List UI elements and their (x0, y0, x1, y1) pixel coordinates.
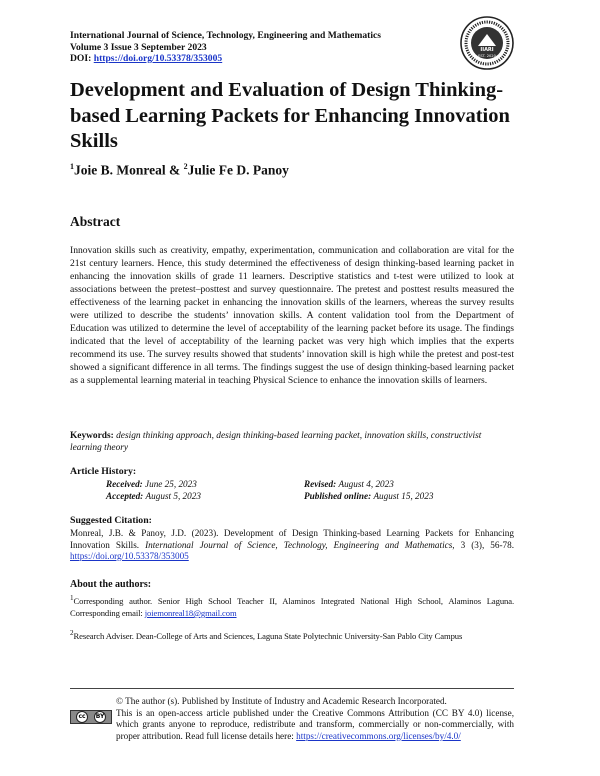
accepted-label: Accepted: (106, 491, 144, 501)
history-revised (304, 479, 394, 489)
copyright-line: © The author (s). Published by Institute of Industry and Academic Research Incorporated. (116, 696, 447, 706)
about-author1 (70, 592, 514, 619)
citation-text (70, 528, 514, 563)
abstract-heading: Abstract (70, 214, 121, 229)
history-accepted (106, 491, 201, 501)
revised-date: August 4, 2023 (338, 479, 394, 489)
abstract-text: Innovation skills such as creativity, empathy, experimentation, communication and collaboration are vital for the 21st century learners. Hence, this study determined the effectiveness of design thinking-based learning packet in enhancing the innovation skills of grade 11 learners. Descriptive statistics and t-test were utilized to look at associations between the pretest–posttest and survey questionnaire. The pretest and posttest results measured the effectiveness of the learning packet in enhancing the innovation skills of the learners, whereas the survey results were utilized to describe the students’ innovation skills. A content validation tool from the Department of Education was utilized to determine the level of acceptability of the learning packet before its usage. The findings indicated that the level of acceptability of the learning packet was very high which implies that the experts recommend its use. The survey results showed that students’ innovation skill is high while the pretest and post-test showed a significant difference in all terms. The findings suggest the use of design thinking-based learning packet as a supplemental learning material in teaching Physical Science to enhance the innovation skills of learners. (70, 245, 514, 386)
history-heading: Article History: (70, 466, 137, 477)
accepted-date: August 5, 2023 (145, 491, 201, 501)
seal-text: IIARI (480, 47, 494, 53)
keywords-text: design thinking approach, design thinking-based learning packet, innovation skills, constructivist learning theory (70, 431, 482, 453)
citation-heading: Suggested Citation: (70, 515, 152, 526)
about-author2 (70, 627, 514, 642)
author-line (70, 162, 289, 179)
license-body: This is an open-access article published under the Creative Commons Attribution (CC BY 4.0) license, which grants anyone to reproduce, redistribute and transform, commercially or non-commercially, with proper attribution. Read full license details here: (116, 707, 514, 741)
history-received (106, 479, 197, 489)
doi-link[interactable]: https://doi.org/10.53378/353005 (93, 53, 223, 64)
about-heading: About the authors: (70, 579, 152, 590)
history-published (304, 491, 433, 501)
author1: Joie B. Monreal & (74, 162, 184, 178)
license-link[interactable]: https://creativecommons.org/licenses/by/4.0/ (296, 730, 461, 741)
license-footer (116, 696, 514, 742)
by-icon: BY (94, 711, 106, 723)
doi-label: DOI: (70, 53, 92, 64)
received-date: June 25, 2023 (145, 479, 197, 489)
published-label: Published online: (304, 491, 372, 501)
published-date: August 15, 2023 (373, 491, 434, 501)
revised-label: Revised: (304, 479, 337, 489)
license-text (116, 708, 514, 743)
cc-by-license-icon (70, 710, 112, 724)
author1-sup: 1 (70, 162, 74, 171)
author2: Julie Fe D. Panoy (187, 162, 289, 178)
citation-tail: , 3 (3), 56-78. (452, 539, 514, 550)
journal-header (70, 30, 381, 65)
keywords (70, 431, 514, 454)
author2-sup: 2 (183, 162, 188, 171)
about-author2-text: Research Adviser. Dean-College of Arts and Sciences, Laguna State Polytechnic University-San Pablo City Campus (73, 630, 463, 641)
cc-icon: cc (76, 711, 88, 723)
about-author2-sup: 2 (70, 629, 74, 637)
paper-title: Development and Evaluation of Design Thinking-based Learning Packets for Enhancing Innovation Skills (70, 79, 510, 152)
journal-volume: Volume 3 Issue 3 September 2023 (70, 41, 207, 53)
footer-divider (70, 688, 514, 689)
seal-year: EST. 2020 (478, 54, 496, 58)
author-email-link[interactable]: joiemonreal18@gmail.com (144, 607, 237, 618)
journal-doi (70, 53, 381, 65)
citation-journal: International Journal of Science, Technology, Engineering and Mathematics (145, 539, 453, 550)
keywords-label: Keywords: (70, 431, 114, 441)
citation-doi-link[interactable]: https://doi.org/10.53378/353005 (70, 551, 189, 561)
received-label: Received: (106, 479, 143, 489)
about-author1-sup: 1 (70, 594, 74, 602)
journal-name: International Journal of Science, Technology, Engineering and Mathematics (70, 30, 382, 41)
journal-seal-icon (460, 16, 514, 70)
citation-body: Monreal, J.B. & Panoy, J.D. (2023). Development of Design Thinking-based Learning Packets for Enhancing Innovation Skills. (70, 528, 514, 550)
about-author1-text: Corresponding author. Senior High School Teacher II, Alaminos Integrated National High School, Alaminos Laguna. Corresponding email: (70, 595, 514, 618)
